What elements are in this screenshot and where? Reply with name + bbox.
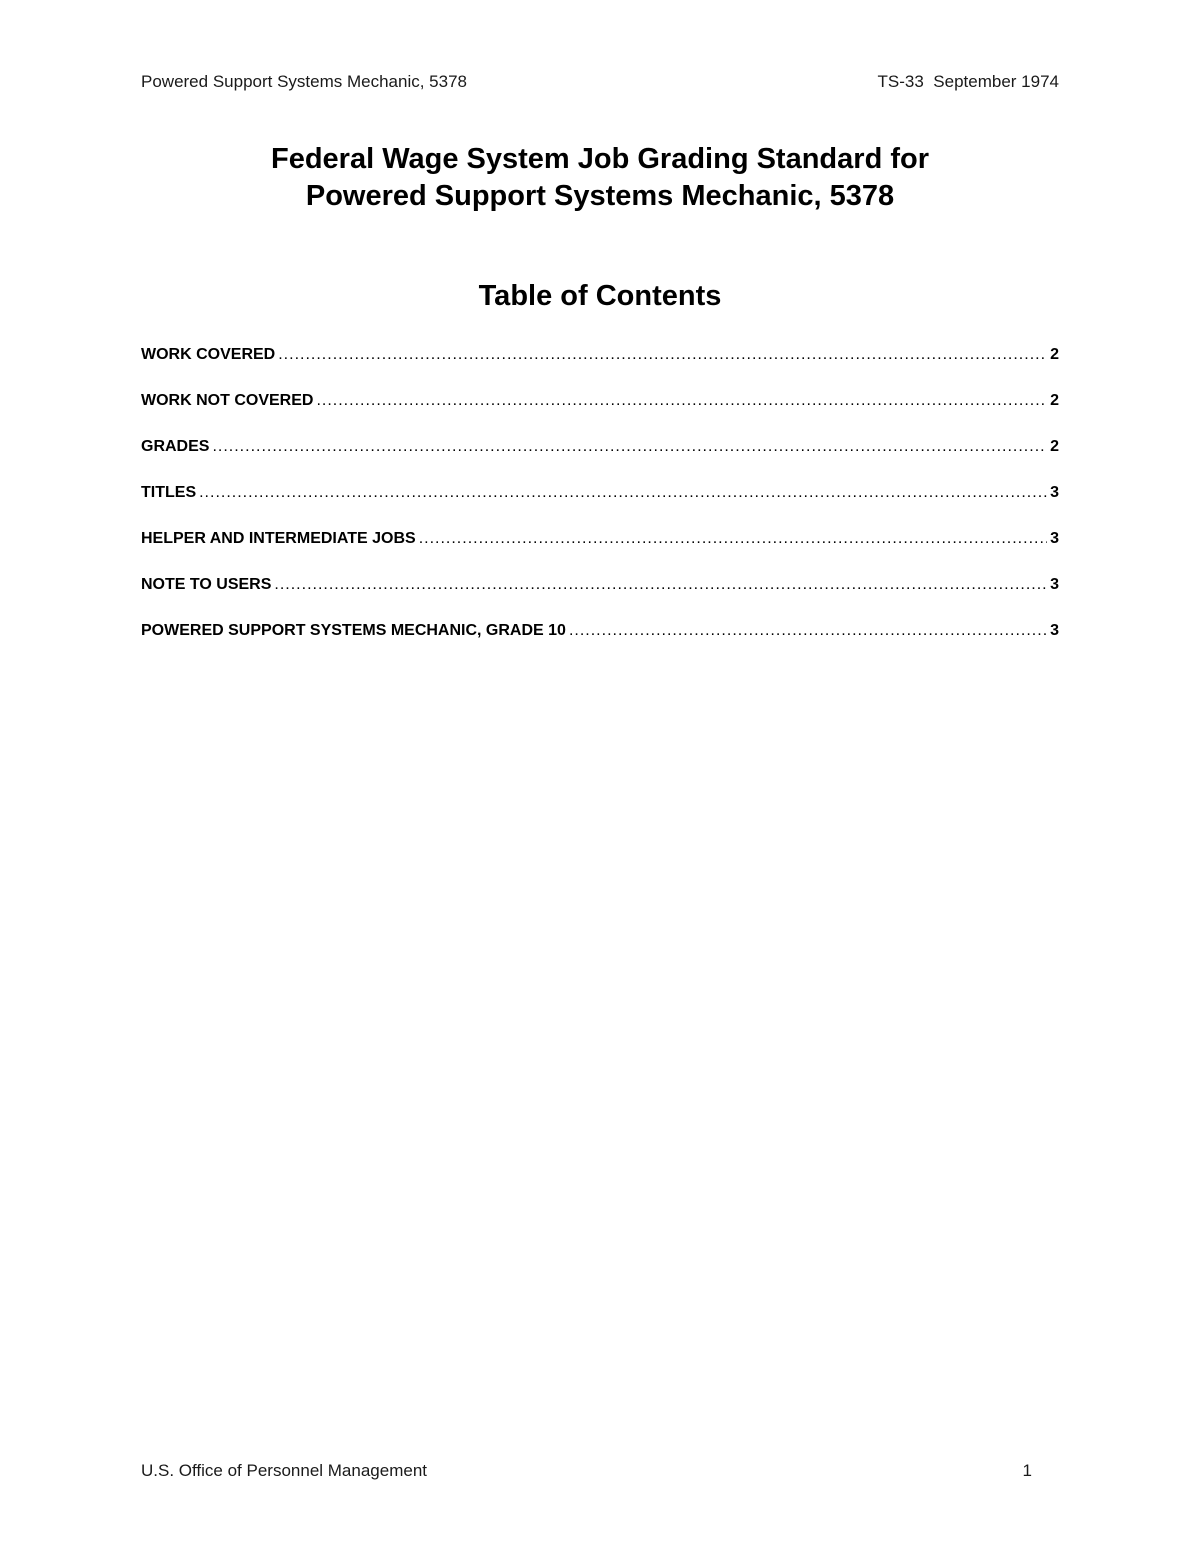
toc-entry-label: NOTE TO USERS: [141, 576, 272, 593]
toc-dot-leader: [274, 573, 1047, 597]
toc-entry-grade-10[interactable]: [141, 619, 1059, 665]
header-document-title: Powered Support Systems Mechanic, 5378: [141, 72, 468, 91]
toc-entry-label: HELPER AND INTERMEDIATE JOBS: [141, 530, 416, 547]
toc-entry-page: 3: [1050, 530, 1059, 547]
toc-entry-page: 3: [1050, 622, 1059, 639]
toc-entry-label: TITLES: [141, 484, 197, 501]
toc-dot-leader: [212, 435, 1047, 459]
toc-dot-leader: [419, 527, 1047, 551]
running-header: [141, 70, 1059, 94]
document-title-line-2: Powered Support Systems Mechanic, 5378: [305, 180, 895, 212]
footer-page-number: 1: [1022, 1461, 1032, 1480]
toc-entry-label: WORK COVERED: [141, 346, 276, 363]
toc-entry-grades[interactable]: [141, 435, 1059, 481]
toc-entry-page: 2: [1050, 438, 1059, 455]
toc-entry-page: 3: [1050, 576, 1059, 593]
toc-entry-label: GRADES: [141, 438, 210, 455]
toc-dot-leader: [316, 389, 1047, 413]
toc-entry-helper-intermediate-jobs[interactable]: [141, 527, 1059, 573]
toc-entry-note-to-users[interactable]: [141, 573, 1059, 619]
running-footer: [141, 1459, 1032, 1483]
toc-entry-work-not-covered[interactable]: [141, 389, 1059, 435]
footer-agency: U.S. Office of Personnel Management: [141, 1461, 428, 1480]
toc-heading: Table of Contents: [478, 280, 722, 312]
header-series-date: TS-33 September 1974: [877, 72, 1059, 91]
toc-entry-page: 3: [1050, 484, 1059, 501]
table-of-contents: [141, 343, 1059, 665]
toc-entry-titles[interactable]: [141, 481, 1059, 527]
toc-dot-leader: [278, 343, 1047, 367]
toc-entry-label: WORK NOT COVERED: [141, 392, 314, 409]
document-title-line-1: Federal Wage System Job Grading Standard for: [270, 143, 929, 175]
toc-dot-leader: [199, 481, 1047, 505]
toc-entry-page: 2: [1050, 392, 1059, 409]
toc-dot-leader: [569, 619, 1047, 643]
toc-entry-label: POWERED SUPPORT SYSTEMS MECHANIC, GRADE 10: [141, 622, 566, 639]
document-title: [0, 141, 1200, 215]
toc-entry-page: 2: [1050, 346, 1059, 363]
toc-entry-work-covered[interactable]: [141, 343, 1059, 389]
